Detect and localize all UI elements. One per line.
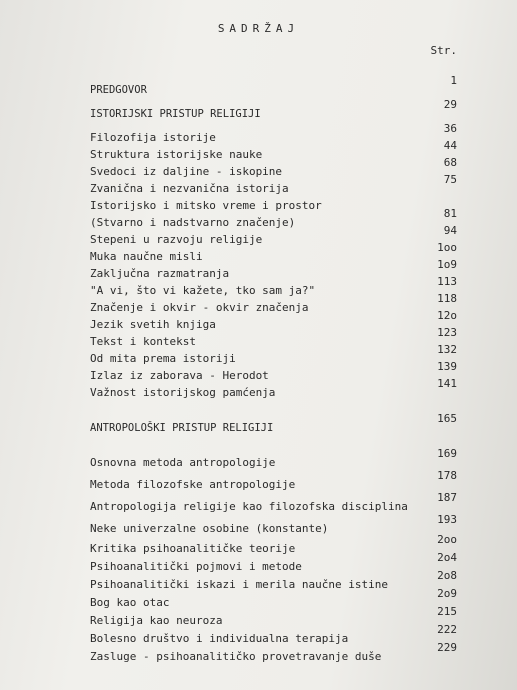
toc-entry — [90, 258, 457, 280]
toc-entry-title: PREDGOVOR — [90, 84, 147, 96]
toc-entry-title: ISTORIJSKI PRISTUP RELIGIJI — [90, 108, 261, 120]
toc-entry-title: Istorijsko i mitsko vreme i prostor — [90, 199, 322, 212]
toc-entry — [90, 309, 457, 331]
toc-entry-page: 29 — [443, 98, 457, 111]
toc-entry-page: 2o9 — [437, 587, 457, 600]
toc-entry-page: 165 — [437, 412, 457, 425]
toc-entry-title: Značenje i okvir - okvir značenja — [90, 301, 309, 314]
toc-entry-title: Od mita prema istoriji — [90, 352, 236, 365]
toc-entry-title: "A vi, što vi kažete, tko sam ja?" — [90, 284, 316, 297]
toc-entry-title: Zasluge - psihoanalitičko provetravanje duše — [90, 650, 382, 663]
toc-entry — [90, 139, 457, 161]
toc-entry — [90, 623, 457, 645]
toc-entry-page: 187 — [437, 491, 457, 504]
toc-entry-page: 2o8 — [437, 569, 457, 582]
toc-entry — [90, 513, 457, 535]
toc-entry-page: 12o — [437, 309, 457, 322]
toc-entry — [90, 377, 457, 399]
toc-entry — [90, 292, 457, 314]
toc-entry — [90, 447, 457, 469]
toc-entry-title: Tekst i kontekst — [90, 335, 196, 348]
toc-entry-page: 2o4 — [437, 551, 457, 564]
toc-entry-page: 139 — [437, 360, 457, 373]
pages-column-label: Str. — [430, 44, 457, 57]
toc-entry-title: Psihoanalitički iskazi i merila naučne istine — [90, 578, 389, 591]
toc-entry — [90, 533, 457, 555]
toc-entry-page: 1o9 — [437, 258, 457, 271]
toc-entry — [90, 412, 457, 434]
toc-entry — [90, 469, 457, 491]
toc-entry-page: 113 — [437, 275, 457, 288]
toc-entry-page: 178 — [437, 469, 457, 482]
toc-entry-title: Važnost istorijskog pamćenja — [90, 386, 276, 399]
toc-entry — [90, 156, 457, 178]
toc-entry-title: Svedoci iz daljine - iskopine — [90, 165, 283, 178]
toc-entry-title: (Stvarno i nadstvarno značenje) — [90, 216, 296, 229]
toc-entry — [90, 74, 457, 96]
toc-entry — [90, 343, 457, 365]
toc-entry-title: Filozofija istorije — [90, 131, 216, 144]
toc-entry-page: 2oo — [437, 533, 457, 546]
toc-entry — [90, 275, 457, 297]
toc-entry-page: 94 — [443, 224, 457, 237]
toc-entry-page: 36 — [443, 122, 457, 135]
toc-entry-page: 75 — [443, 173, 457, 186]
toc-entry-title: Muka naučne misli — [90, 250, 203, 263]
toc-entry-page: 132 — [437, 343, 457, 356]
toc-entry-page: 193 — [437, 513, 457, 526]
toc-entry-title: Izlaz iz zaborava - Herodot — [90, 369, 269, 382]
toc-entry-page: 222 — [437, 623, 457, 636]
toc-entry — [90, 551, 457, 573]
toc-entry — [90, 326, 457, 348]
toc-entry-title: Kritika psihoanalitičke teorije — [90, 542, 296, 555]
toc-entry-page: 1 — [450, 74, 457, 87]
toc-entry — [90, 207, 457, 229]
toc-entry-title: Osnovna metoda antropologije — [90, 456, 276, 469]
toc-entry — [90, 98, 457, 120]
toc-entry-page: 1oo — [437, 241, 457, 254]
toc-entry — [90, 491, 457, 513]
toc-entry-title: ANTROPOLOŠKI PRISTUP RELIGIJI — [90, 422, 274, 434]
toc-entry-page: 169 — [437, 447, 457, 460]
toc-entry — [90, 196, 457, 212]
toc-entry — [90, 360, 457, 382]
toc-entry-title: Bog kao otac — [90, 596, 170, 609]
toc-entry — [90, 224, 457, 246]
toc-entry-page: 68 — [443, 156, 457, 169]
toc-entry-title: Religija kao neuroza — [90, 614, 223, 627]
toc-entry-title: Zaključna razmatranja — [90, 267, 230, 280]
toc-entry — [90, 122, 457, 144]
toc-entry — [90, 569, 457, 591]
toc-entry — [90, 587, 457, 609]
toc-entry-title: Psihoanalitički pojmovi i metode — [90, 560, 302, 573]
toc-entry — [90, 241, 457, 263]
toc-entry-title: Struktura istorijske nauke — [90, 148, 263, 161]
toc-entry-page: 141 — [437, 377, 457, 390]
toc-entry-title: Jezik svetih knjiga — [90, 318, 216, 331]
toc-entry — [90, 605, 457, 627]
toc-entry-title: Zvanična i nezvanična istorija — [90, 182, 289, 195]
toc-entry-page: 81 — [443, 207, 457, 220]
toc-entry-page: 215 — [437, 605, 457, 618]
toc-entry-title: Bolesno društvo i individualna terapija — [90, 632, 349, 645]
page-title: SADRŽAJ — [217, 22, 300, 35]
toc-entry-page: 123 — [437, 326, 457, 339]
toc-entry-title: Neke univerzalne osobine (konstante) — [90, 522, 329, 535]
toc-entry-page: 44 — [443, 139, 457, 152]
toc-entry-page: 229 — [437, 641, 457, 654]
toc-entry — [90, 173, 457, 195]
toc-entry-title: Antropologija religije kao filozofska disciplina — [90, 500, 408, 513]
toc-entry-title: Stepeni u razvoju religije — [90, 233, 263, 246]
toc-entry-page: 118 — [437, 292, 457, 305]
toc-entry — [90, 641, 457, 663]
toc-entry-title: Metoda filozofske antropologije — [90, 478, 296, 491]
